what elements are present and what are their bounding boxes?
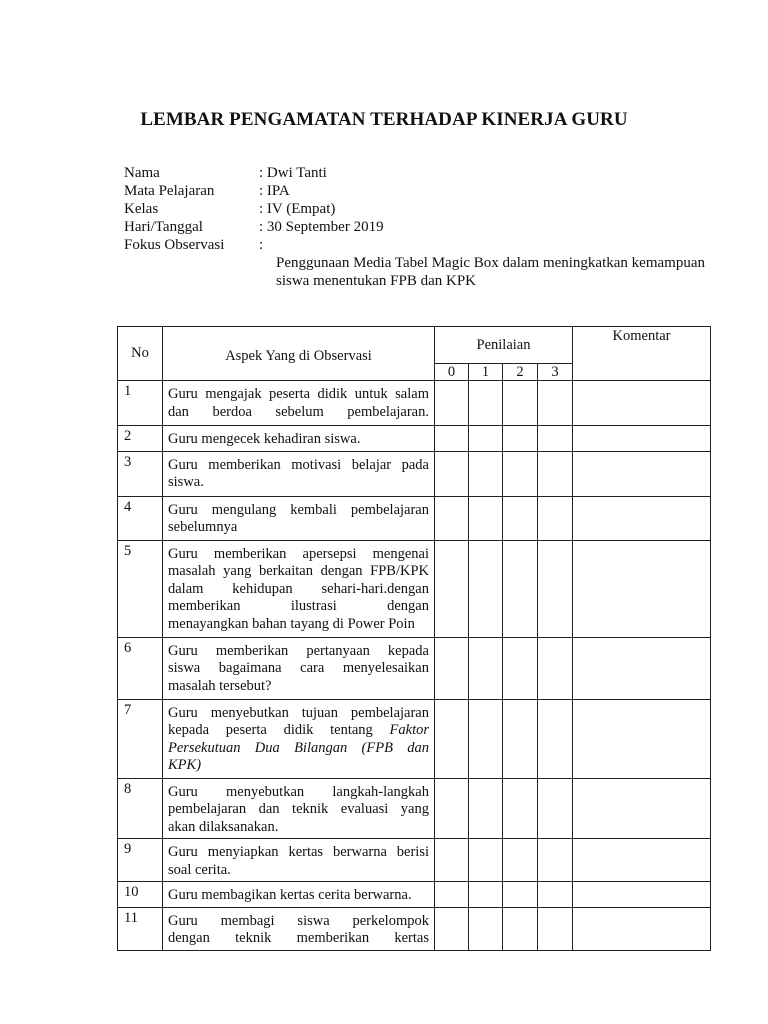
score-cell[interactable] — [435, 381, 469, 426]
aspect-line: Guru menyebutkan langkah-langkah — [168, 783, 429, 800]
comment-cell[interactable] — [573, 540, 711, 637]
aspect-line: soal cerita. — [168, 861, 231, 878]
score-cell[interactable] — [503, 907, 538, 950]
info-value: : — [259, 237, 264, 253]
table-row — [118, 381, 711, 426]
score-cell[interactable] — [435, 451, 469, 496]
comment-cell[interactable] — [573, 839, 711, 882]
aspect-line: Guru mengajak peserta didik untuk salam — [168, 386, 429, 402]
comment-cell[interactable] — [573, 637, 711, 699]
info-value: : IV (Empat) — [259, 201, 336, 217]
observation-table — [117, 326, 711, 951]
aspect-line: kepada peserta didik tentang Faktor — [168, 722, 429, 738]
score-cell[interactable] — [435, 699, 469, 778]
score-cell[interactable] — [435, 496, 469, 540]
info-label: Nama — [124, 165, 160, 181]
row-aspect — [163, 381, 435, 426]
score-cell[interactable] — [469, 778, 503, 839]
score-cell[interactable] — [435, 426, 469, 452]
score-cell[interactable] — [435, 778, 469, 839]
info-value: : 30 September 2019 — [259, 219, 384, 235]
aspect-line: dan berdoa sebelum pembelajaran. — [168, 403, 429, 420]
row-aspect — [163, 540, 435, 637]
info-row — [124, 200, 384, 218]
score-cell[interactable] — [538, 882, 573, 908]
score-cell[interactable] — [435, 907, 469, 950]
score-cell[interactable] — [538, 451, 573, 496]
table-row — [118, 839, 711, 882]
score-cell[interactable] — [503, 699, 538, 778]
aspect-line: Guru memberikan apersepsi mengenai — [168, 545, 429, 562]
comment-cell[interactable] — [573, 381, 711, 426]
score-cell[interactable] — [469, 699, 503, 778]
row-number: 10 — [118, 882, 163, 908]
score-cell[interactable] — [503, 381, 538, 426]
aspect-line: siswa. — [168, 474, 204, 490]
aspect-line: Guru mengecek kehadiran siswa. — [168, 431, 361, 447]
aspect-line: Persekutuan Dua Bilangan (FPB dan — [168, 739, 429, 756]
info-label: Mata Pelajaran — [124, 183, 215, 199]
aspect-line: akan dilaksanakan. — [168, 818, 279, 835]
score-cell[interactable] — [503, 882, 538, 908]
score-cell[interactable] — [538, 426, 573, 452]
aspect-line: Guru membagikan kertas cerita berwarna. — [168, 887, 412, 903]
score-cell[interactable] — [538, 907, 573, 950]
table-row — [118, 778, 711, 839]
score-cell[interactable] — [469, 381, 503, 426]
row-number: 3 — [118, 451, 163, 496]
aspect-line: masalah yang berkaitan dengan FPB/KPK — [168, 563, 429, 579]
table-row — [118, 637, 711, 699]
comment-cell[interactable] — [573, 778, 711, 839]
row-aspect — [163, 907, 435, 950]
score-cell[interactable] — [538, 381, 573, 426]
focus-line: siswa menentukan FPB dan KPK — [276, 273, 476, 289]
row-aspect — [163, 882, 435, 908]
row-number: 11 — [118, 907, 163, 950]
table-row — [118, 882, 711, 908]
info-label: Hari/Tanggal — [124, 219, 203, 235]
info-value: : Dwi Tanti — [259, 165, 327, 181]
aspect-line: Guru memberikan motivasi belajar pada — [168, 456, 429, 473]
row-number: 2 — [118, 426, 163, 452]
score-cell[interactable] — [538, 778, 573, 839]
row-number: 7 — [118, 699, 163, 778]
row-aspect — [163, 451, 435, 496]
info-label: Fokus Observasi — [124, 237, 225, 253]
score-cell[interactable] — [538, 839, 573, 882]
aspect-line: KPK) — [168, 757, 202, 773]
aspect-line: Guru menyebutkan tujuan pembelajaran — [168, 704, 429, 721]
score-cell[interactable] — [538, 540, 573, 637]
comment-cell[interactable] — [573, 451, 711, 496]
score-cell[interactable] — [503, 496, 538, 540]
table-row — [118, 540, 711, 637]
page-title: LEMBAR PENGAMATAN TERHADAP KINERJA GURU — [140, 109, 628, 130]
row-aspect — [163, 496, 435, 540]
comment-cell[interactable] — [573, 699, 711, 778]
table-row — [118, 426, 711, 452]
aspect-line: dengan teknik memberikan kertas — [168, 930, 429, 946]
score-cell[interactable] — [435, 637, 469, 699]
score-cell[interactable] — [469, 637, 503, 699]
header-score: Penilaian — [435, 327, 573, 364]
score-cell[interactable] — [435, 540, 469, 637]
row-number: 9 — [118, 839, 163, 882]
comment-cell[interactable] — [573, 882, 711, 908]
score-cell[interactable] — [435, 882, 469, 908]
score-cell[interactable] — [469, 451, 503, 496]
row-aspect — [163, 699, 435, 778]
info-label: Kelas — [124, 201, 159, 217]
header-no: No — [118, 327, 163, 381]
italic-topic: Faktor — [389, 722, 429, 738]
score-cell[interactable] — [469, 540, 503, 637]
row-aspect — [163, 426, 435, 452]
aspect-line: memberikan ilustrasi dengan — [168, 598, 429, 614]
aspect-line: pembelajaran dan teknik evaluasi yang — [168, 801, 429, 817]
row-number: 6 — [118, 637, 163, 699]
aspect-line: siswa bagaimana cara menyelesaikan — [168, 660, 429, 676]
comment-cell[interactable] — [573, 426, 711, 452]
score-cell[interactable] — [538, 699, 573, 778]
aspect-line: sebelumnya — [168, 519, 238, 535]
score-cell[interactable] — [503, 426, 538, 452]
score-header-3: 3 — [538, 364, 573, 381]
focus-line: Penggunaan Media Tabel Magic Box dalam meningkatkan kemampuan — [276, 255, 705, 271]
info-row — [124, 236, 384, 254]
score-cell[interactable] — [538, 496, 573, 540]
info-row — [124, 164, 384, 182]
score-cell[interactable] — [469, 907, 503, 950]
score-cell[interactable] — [469, 882, 503, 908]
header-comment: Komentar — [573, 327, 711, 381]
row-aspect — [163, 778, 435, 839]
aspect-line: masalah tersebut? — [168, 677, 272, 694]
score-cell[interactable] — [469, 839, 503, 882]
score-cell[interactable] — [503, 778, 538, 839]
info-row — [124, 182, 384, 200]
table-row — [118, 451, 711, 496]
score-cell[interactable] — [435, 839, 469, 882]
header-aspect: Aspek Yang di Observasi — [163, 327, 435, 381]
row-aspect — [163, 637, 435, 699]
row-number: 4 — [118, 496, 163, 540]
row-number: 8 — [118, 778, 163, 839]
aspect-line: Guru mengulang kembali pembelajaran — [168, 501, 429, 518]
score-cell[interactable] — [503, 540, 538, 637]
score-header-2: 2 — [503, 364, 538, 381]
score-cell[interactable] — [469, 426, 503, 452]
score-header-0: 0 — [435, 364, 469, 381]
row-number: 5 — [118, 540, 163, 637]
score-cell[interactable] — [538, 637, 573, 699]
comment-cell[interactable] — [573, 907, 711, 950]
aspect-line: dalam kehidupan sehari-hari.dengan — [168, 580, 429, 597]
info-block — [124, 164, 384, 254]
info-value: : IPA — [259, 183, 290, 199]
row-number: 1 — [118, 381, 163, 426]
table-row — [118, 496, 711, 540]
score-cell[interactable] — [503, 637, 538, 699]
row-aspect — [163, 839, 435, 882]
table-row — [118, 907, 711, 950]
focus-description — [276, 254, 716, 290]
score-cell[interactable] — [503, 451, 538, 496]
info-row — [124, 218, 384, 236]
table-row — [118, 699, 711, 778]
score-header-1: 1 — [469, 364, 503, 381]
aspect-line: Guru memberikan pertanyaan kepada — [168, 642, 429, 659]
comment-cell[interactable] — [573, 496, 711, 540]
score-cell[interactable] — [503, 839, 538, 882]
aspect-line: menayangkan bahan tayang di Power Poin — [168, 615, 415, 632]
aspect-line: Guru menyiapkan kertas berwarna berisi — [168, 844, 429, 860]
aspect-line: Guru membagi siswa perkelompok — [168, 912, 429, 929]
score-cell[interactable] — [469, 496, 503, 540]
